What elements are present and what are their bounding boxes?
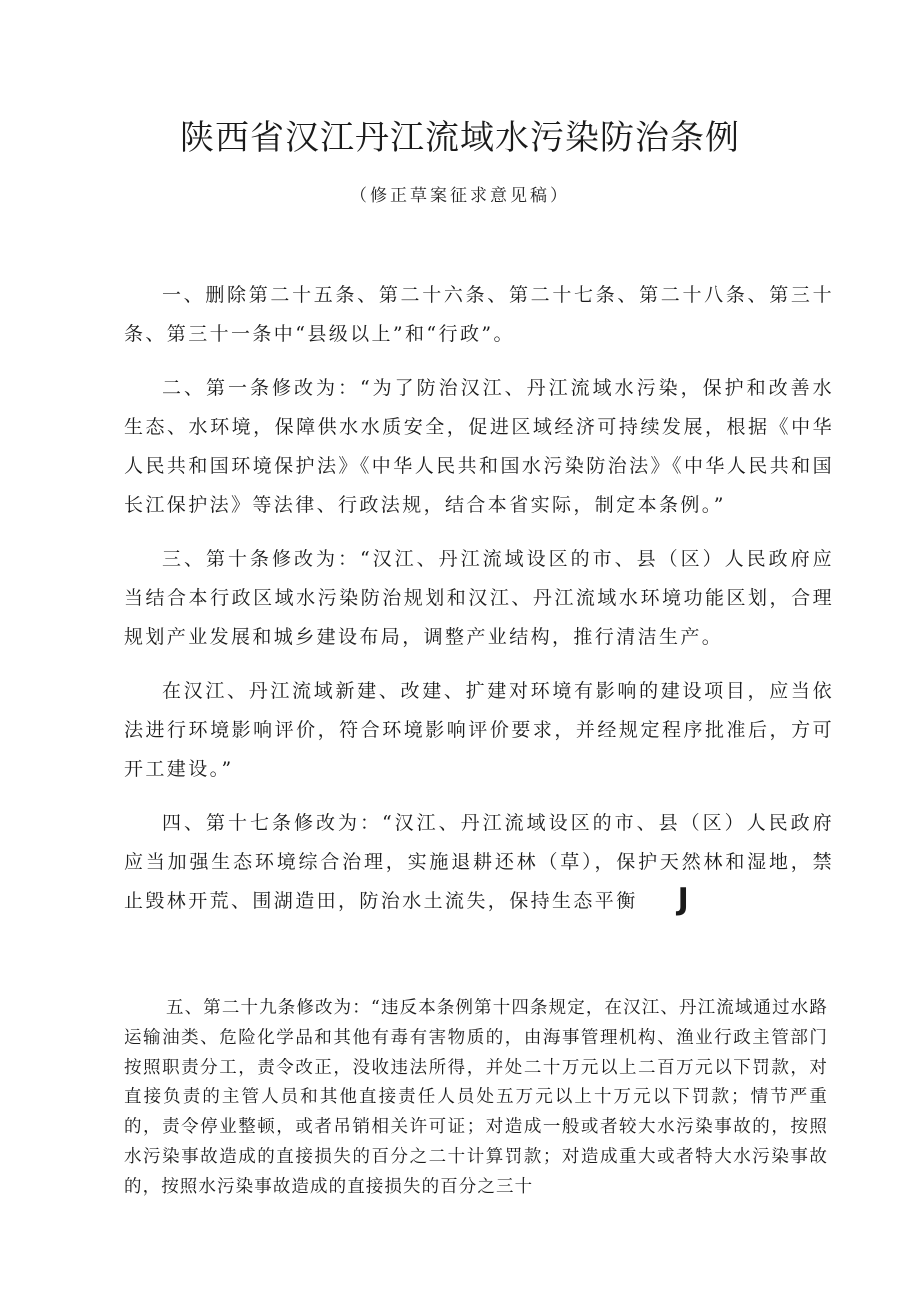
paragraph-1: 一、删除第二十五条、第二十六条、第二十七条、第二十八条、第三十条、第三十一条中“县级以上”和“行政”。: [124, 284, 834, 345]
document-body: [124, 276, 834, 936]
paragraph-2: 二、第一条修改为：“为了防治汉江、丹江流域水污染，保护和改善水生态、水环境，保障供水水质安全，促进区域经济可持续发展，根据《中华人民共和国环境保护法》《中华人民共和国水污染防治法》《中华人民共和国长江保护法》等法律、行政法规，结合本省实际，制定本条例。”: [124, 377, 834, 516]
document-body-continued: [124, 994, 828, 1203]
paragraph-5: [124, 804, 834, 921]
paragraph-6: 五、第二十九条修改为：“违反本条例第十四条规定，在汉江、丹江流域通过水路运输油类、危险化学品和其他有毒有害物质的，由海事管理机构、渔业行政主管部门按照职责分工，责令改正，没收违法所得，并处二十万元以上二百万元以下罚款，对直接负责的主管人员和其他直接责任人员处五万元以上十万元以下罚款；情节严重的，责令停业整顿，或者吊销相关许可证；对造成一般或者较大水污染事故的，按照水污染事故造成的直接损失的百分之二十计算罚款；对造成重大或者特大水污染事故的，按照水污染事故造成的直接损失的百分之三十: [124, 998, 828, 1197]
paragraph-5-text: 四、第十七条修改为：“汉江、丹江流域设区的市、县（区）人民政府应当加强生态环境综合治理，实施退耕还林（草），保护天然林和湿地，禁止毁林开荒、围湖造田，防治水土流失，保持生态平衡: [124, 812, 834, 912]
document-subtitle: （修正草案征求意见稿）: [350, 186, 570, 206]
paragraph-3: 三、第十条修改为：“汉江、丹江流域设区的市、县（区）人民政府应当结合本行政区域水污染防治规划和汉江、丹江流域水环境功能区划，合理规划产业发展和城乡建设布局，调整产业结构，推行清洁生产。: [124, 548, 834, 648]
paragraph-4: 在汉江、丹江流域新建、改建、扩建对环境有影响的建设项目，应当依法进行环境影响评价，符合环境影响评价要求，并经规定程序批准后，方可开工建设。”: [124, 680, 834, 780]
trailing-mark: J: [677, 882, 692, 917]
document-title: 陕西省汉江丹江流域水污染防治条例: [180, 118, 740, 158]
